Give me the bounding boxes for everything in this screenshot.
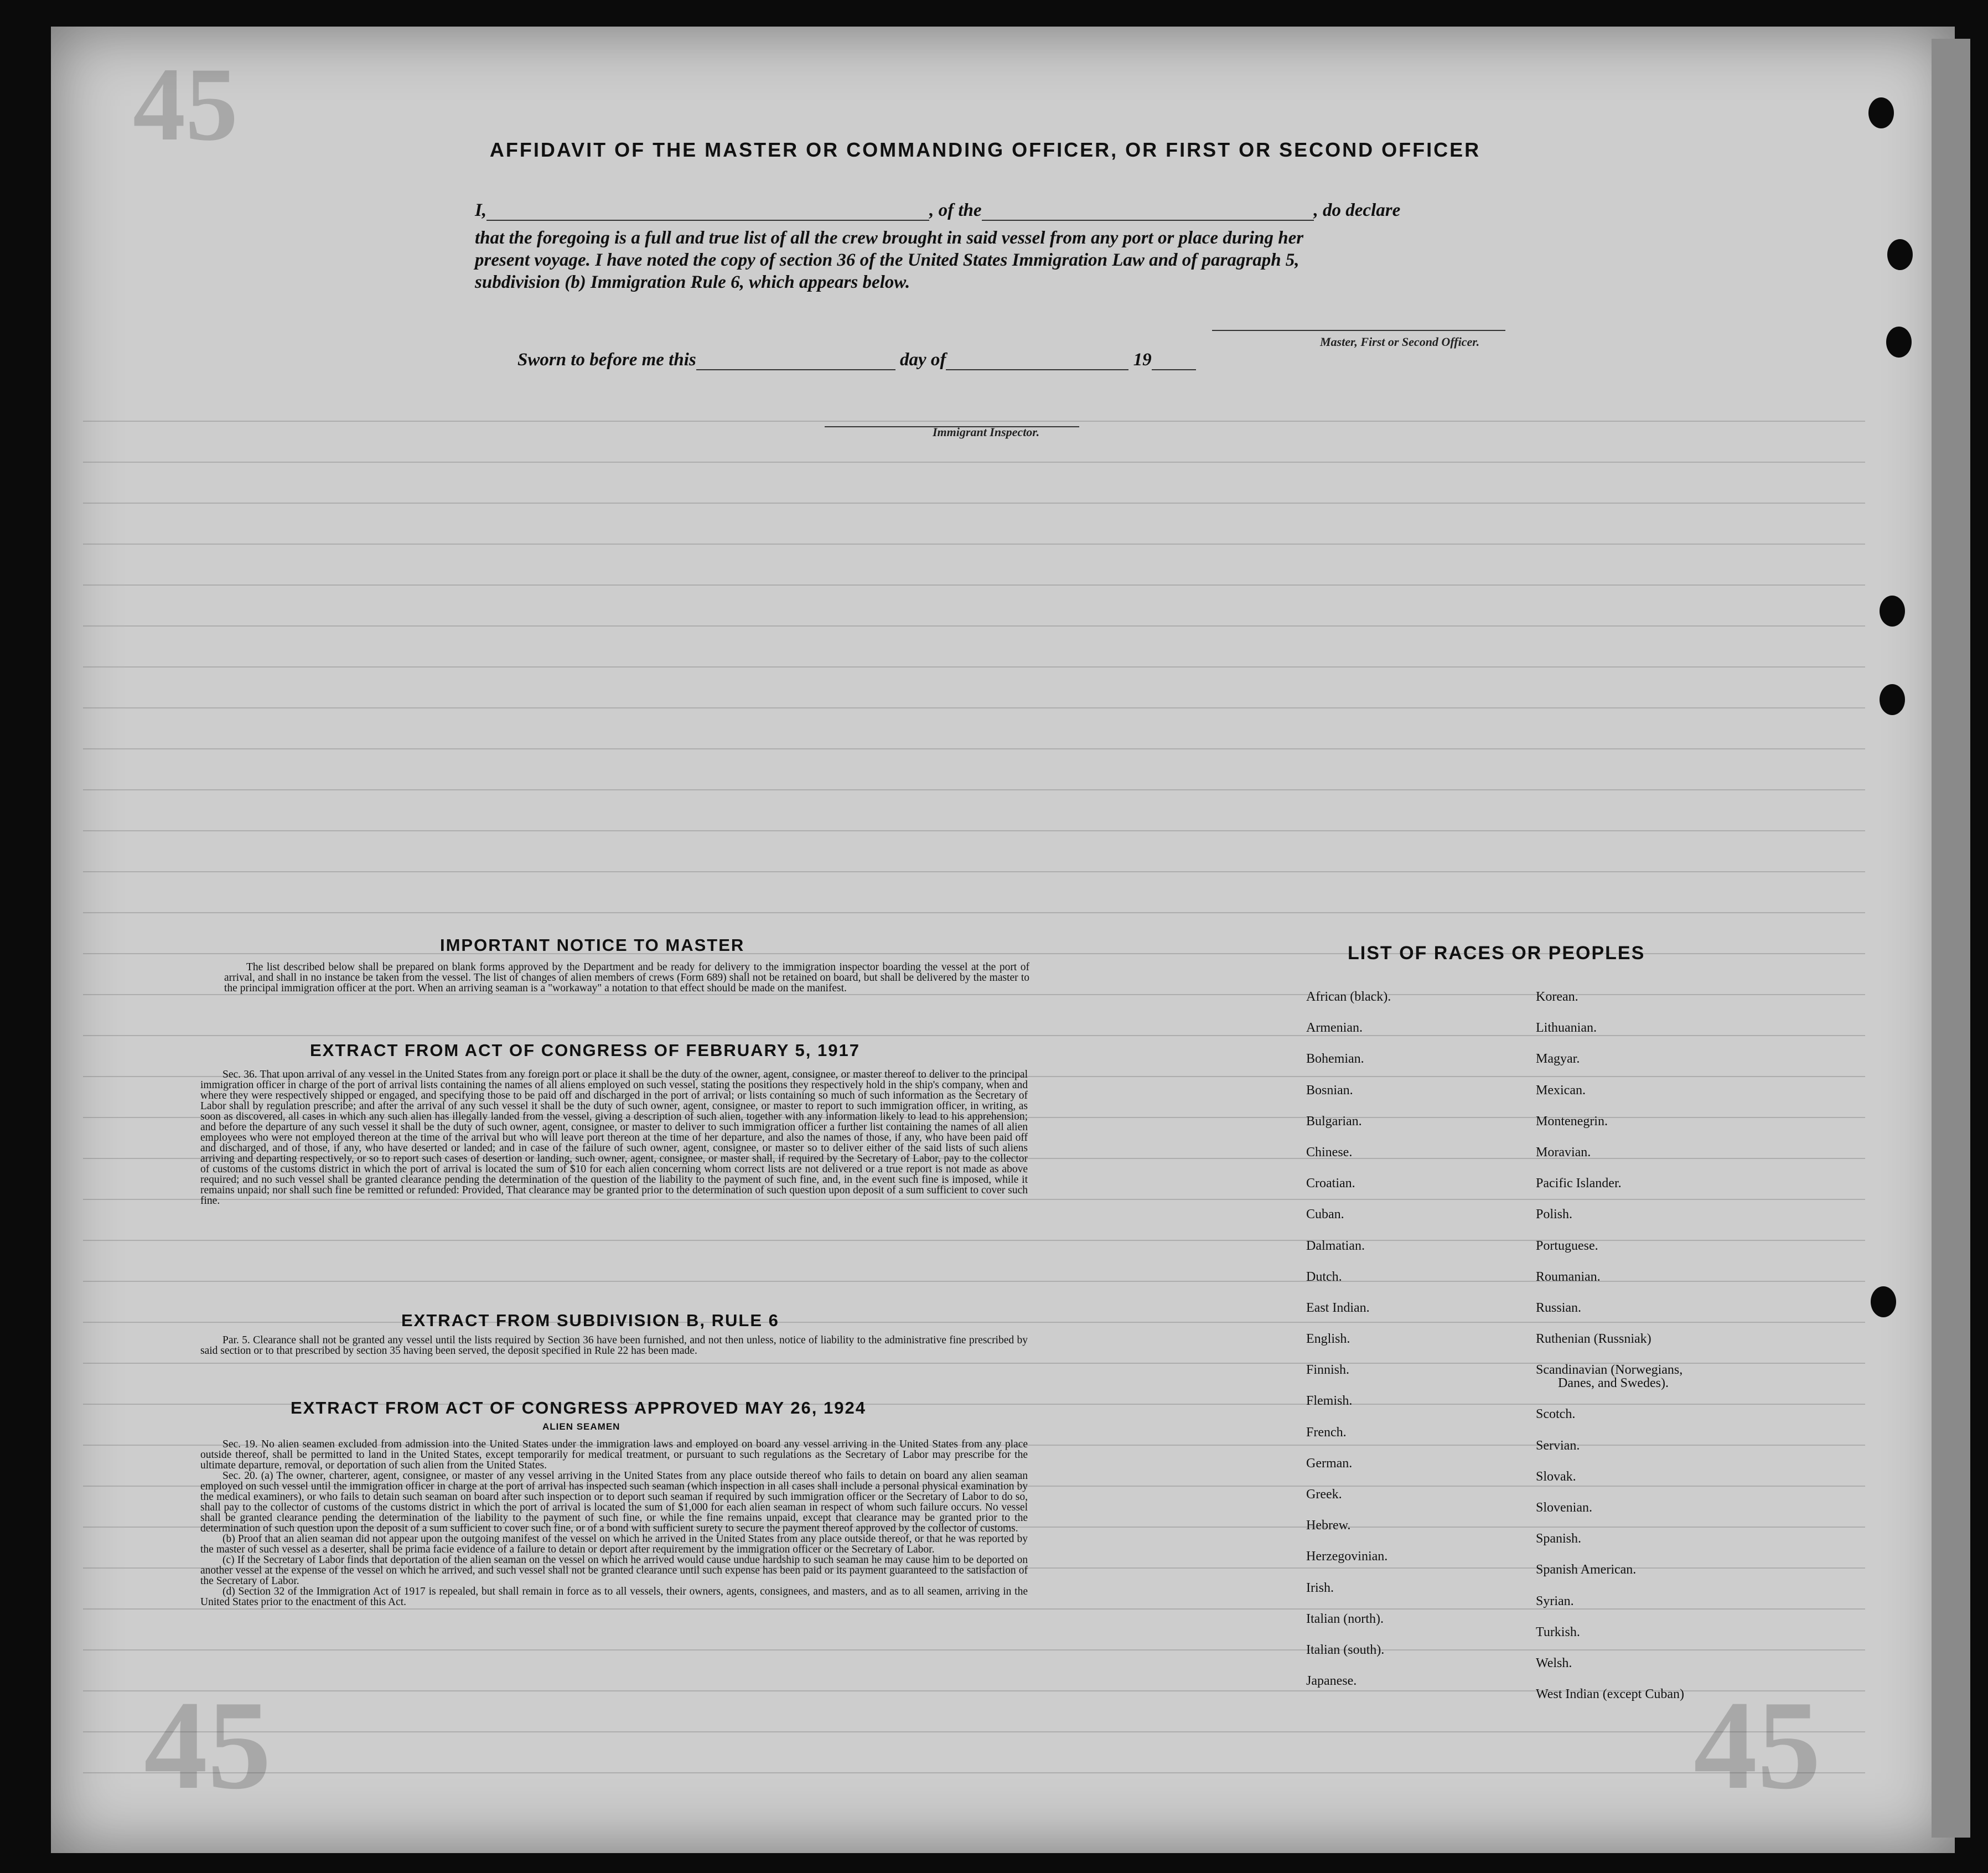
race-item: Spanish American. xyxy=(1536,1562,1637,1577)
race-item: Danes, and Swedes). xyxy=(1558,1376,1669,1391)
bleed-through-grid-line xyxy=(83,789,1865,790)
bleed-through-grid-line xyxy=(83,748,1865,749)
bleed-through-grid-line xyxy=(83,421,1865,422)
punch-hole xyxy=(1887,239,1913,270)
bleed-through-grid-line xyxy=(83,462,1865,463)
page-edge xyxy=(1932,39,1970,1838)
race-item: Pacific Islander. xyxy=(1536,1176,1622,1191)
affidavit-declare: , do declare xyxy=(1313,200,1401,220)
bleed-through-grid-line xyxy=(83,503,1865,504)
race-item: Bohemian. xyxy=(1306,1052,1364,1067)
bleed-through-grid-line xyxy=(83,1772,1865,1773)
extract-1917-text: Sec. 36. That upon arrival of any vessel in the United States from any foreign port or place it shall be the duty of the owner, agent, consignee, or master thereof to deliver to the principal immigration officer in charge of the port of arrival lists containing the names of all aliens employed on such vessel, stating the positions they respectively hold in the ship's company, when and where they were respectively shipped or engaged, and specifying those to be paid off and discharged in the port of arrival; or lists containing so much of such information as the Secretary of Labor shall by regulation prescribe; and after the arrival of any such vessel it shall be the duty of such owner, agent, consignee, or master to report to such immigration officer, in writing, as soon as discovered, all cases in which any such alien has illegally landed from the vessel, giving a description of such alien, together with any information likely to lead to his apprehension; and before the departure of any such vessel it shall be the duty of such owner, agent, consignee, or master to deliver to such immigration officer a further list containing the names of all alien employees who were not employed thereon at the time of the arrival but who will leave port thereon at the time of her departure, and also the names of those, if any, who have been paid off and discharged, and of those, if any, who have deserted or landed; and in case of the failure of such owner, agent, consignee, or master so to deliver either of the said lists of such aliens arriving and departing respectively, or so to report such cases of desertion or landing, such owner, agent, consignee, or master shall, if required by the Secretary of Labor, pay to the collector of customs of the customs district in which the port of arrival is located the sum of $10 for each alien concerning whom correct lists are not delivered or a true report is not made as above required; and no such vessel shall be granted clearance pending the determination of the question of the liability to the payment of such fine, and, in the event such fine is imposed, while it remains unpaid; nor shall such fine be remitted or refunded: Provided, That clearance may be granted prior to the determination of such question upon deposit of a sum sufficient to cover such fine. xyxy=(200,1069,1028,1207)
race-item: Montenegrin. xyxy=(1536,1114,1608,1129)
race-item: Japanese. xyxy=(1306,1674,1357,1689)
extract-1917-title: EXTRACT FROM ACT OF CONGRESS OF FEBRUARY 5, 1917 xyxy=(310,1041,860,1060)
race-item: Scandinavian (Norwegians, xyxy=(1536,1363,1683,1378)
race-item: Moravian. xyxy=(1536,1145,1591,1160)
bleed-through-grid-line xyxy=(83,912,1865,913)
race-item: Slovenian. xyxy=(1536,1501,1592,1515)
extract-1924-paragraph: Sec. 19. No alien seamen excluded from admission into the United States under the immigration laws and employed on board any vessel arriving in the United States from any place outside thereof, shall be permitted to land in the United States, except temporarily for medical treatment, or pursuant to such regulations as the Secretary of Labor may prescribe for the ultimate departure, removal, or deportation of such alien from the United States. xyxy=(200,1439,1028,1471)
bleed-through-mark: 45 xyxy=(133,46,238,163)
race-item: Armenian. xyxy=(1306,1021,1363,1036)
extract-1924-paragraph: (c) If the Secretary of Labor finds that deportation of the alien seaman on the vessel on which he arrived would cause undue hardship to such seaman he may cause him to be deported on another vessel at the expense of the vessel on which he arrived, and such vessel shall not be granted clearance until such expense has been paid or its payment guaranteed to the satisfaction of the Secretary of Labor. xyxy=(200,1554,1028,1587)
race-item: Mexican. xyxy=(1536,1083,1586,1098)
races-title: LIST OF RACES OR PEOPLES xyxy=(1348,943,1645,964)
races-right-column xyxy=(1536,990,1684,1718)
bleed-through-grid-line xyxy=(83,666,1865,668)
races-left-column xyxy=(1306,990,1391,1705)
race-item: Polish. xyxy=(1536,1207,1573,1222)
race-item: Bulgarian. xyxy=(1306,1114,1362,1129)
race-item: Servian. xyxy=(1536,1438,1580,1453)
race-item: Portuguese. xyxy=(1536,1238,1598,1253)
race-item: Roumanian. xyxy=(1536,1269,1601,1284)
affidavit-line-3: present voyage. I have noted the copy of section 36 of the United States Immigration Law and of paragraph 5, xyxy=(475,250,1300,270)
race-item: Ruthenian (Russniak) xyxy=(1536,1332,1652,1347)
bleed-through-mark: 45 xyxy=(144,1674,271,1815)
subdivision-title: EXTRACT FROM SUBDIVISION B, RULE 6 xyxy=(401,1311,779,1330)
race-item: Hebrew. xyxy=(1306,1518,1351,1533)
bleed-through-grid-line xyxy=(83,1731,1865,1732)
race-item: Dalmatian. xyxy=(1306,1238,1365,1253)
race-item: Turkish. xyxy=(1536,1624,1580,1639)
notice-title: IMPORTANT NOTICE TO MASTER xyxy=(440,935,745,955)
notice-text: The list described below shall be prepared on blank forms approved by the Department and be ready for delivery to the immigration inspector boarding the vessel at the port of arrival, and shall in no instance be taken from the vessel. The list of changes of alien members of crews (Form 689) shall not be retained on board, but shall be delivered by the master to the principal immigration officer at the port. When an arriving seaman is a "workaway" a notation to that effect should be made on the manifest. xyxy=(224,961,1029,994)
race-item: Irish. xyxy=(1306,1580,1334,1595)
punch-hole xyxy=(1880,596,1905,627)
race-item: Flemish. xyxy=(1306,1394,1353,1409)
affidavit-title: AFFIDAVIT OF THE MASTER OR COMMANDING OFFICER, OR FIRST OR SECOND OFFICER xyxy=(489,138,1481,161)
bleed-through-grid-line xyxy=(83,707,1865,708)
race-item: Italian (south). xyxy=(1306,1642,1385,1657)
bleed-through-grid-line xyxy=(83,871,1865,872)
race-item: German. xyxy=(1306,1456,1353,1471)
race-item: English. xyxy=(1306,1332,1350,1347)
race-item: Korean. xyxy=(1536,990,1578,1004)
punch-hole xyxy=(1880,684,1905,715)
race-item: East Indian. xyxy=(1306,1300,1370,1315)
master-caption: Master, First or Second Officer. xyxy=(1320,335,1480,349)
affidavit-line-2: that the foregoing is a full and true list of all the crew brought in said vessel from any port or place during her xyxy=(475,228,1304,248)
race-item: Slovak. xyxy=(1536,1469,1576,1484)
race-item: African (black). xyxy=(1306,990,1391,1004)
extract-1924-paragraph: Sec. 20. (a) The owner, charterer, agent, consignee, or master of any vessel arriving in the United States from any place outside thereof who fails to detain on board any alien seaman employed on such vessel until the immigration officer in charge at the port of arrival has inspected such seaman (which inspection in all cases shall include a personal physical examination by the medical examiners), or who fails to detain such seaman on board after such inspection or to deport such seaman if required by such immigration officer or the Secretary of Labor to do so, shall pay to the collector of customs of the customs district in which the port of arrival is located the sum of $1,000 for each alien seaman in respect of whom such failure occurs. No vessel shall be granted clearance pending the determination of the liability to the payment of such fine, or while the fine remains unpaid, except that clearance may be granted prior to the determination of such question upon the deposit of a sum sufficient to cover such fine, or of a bond with sufficient surety to secure the payment thereof approved by the collector of customs. xyxy=(200,1470,1028,1534)
race-item: Greek. xyxy=(1306,1487,1342,1502)
sworn-text: Sworn to before me this xyxy=(517,350,696,370)
punch-hole xyxy=(1871,1286,1896,1317)
affidavit-of-the: , of the xyxy=(929,200,982,220)
sworn-line xyxy=(517,350,1196,370)
race-item: Finnish. xyxy=(1306,1363,1350,1378)
race-item: Cuban. xyxy=(1306,1207,1344,1222)
affidavit-line-1 xyxy=(475,200,1400,221)
bleed-through-grid-line xyxy=(83,830,1865,831)
affidavit-line-4: subdivision (b) Immigration Rule 6, which appears below. xyxy=(475,272,910,292)
extract-1924-title: EXTRACT FROM ACT OF CONGRESS APPROVED MAY 26, 1924 xyxy=(291,1398,866,1417)
master-signature-line xyxy=(1212,330,1505,331)
day-of-text: day of xyxy=(899,350,946,370)
inspector-caption: Immigrant Inspector. xyxy=(933,425,1040,439)
race-item: Spanish. xyxy=(1536,1531,1582,1546)
punch-hole xyxy=(1886,327,1912,358)
extract-1924-subtitle: ALIEN SEAMEN xyxy=(542,1421,620,1432)
extract-1924-text xyxy=(200,1439,1028,1607)
punch-hole xyxy=(1868,97,1894,128)
race-item: Italian (north). xyxy=(1306,1611,1384,1626)
race-item: Chinese. xyxy=(1306,1145,1353,1160)
race-item: Syrian. xyxy=(1536,1593,1574,1608)
bleed-through-grid-line xyxy=(83,625,1865,627)
race-item: Lithuanian. xyxy=(1536,1021,1597,1036)
race-item: French. xyxy=(1306,1425,1347,1440)
affidavit-i: I, xyxy=(475,200,487,220)
extract-1924-paragraph: (d) Section 32 of the Immigration Act of 1917 is repealed, but shall remain in force as to all vessels, their owners, agents, consignees, and masters, and as to all seamen, arriving in the United States prior to the enactment of this Act. xyxy=(200,1586,1028,1608)
race-item: Bosnian. xyxy=(1306,1083,1353,1098)
race-item: Scotch. xyxy=(1536,1407,1576,1422)
bleed-through-mark: 45 xyxy=(1694,1674,1821,1815)
bleed-through-grid-line xyxy=(83,544,1865,545)
race-item: West Indian (except Cuban) xyxy=(1536,1687,1684,1702)
year-prefix: 19 xyxy=(1133,350,1152,370)
race-item: Welsh. xyxy=(1536,1655,1572,1670)
race-item: Russian. xyxy=(1536,1300,1582,1315)
race-item: Croatian. xyxy=(1306,1176,1355,1191)
race-item: Herzegovinian. xyxy=(1306,1549,1388,1564)
bleed-through-grid-line xyxy=(83,584,1865,586)
race-item: Magyar. xyxy=(1536,1052,1580,1067)
extract-1924-paragraph: (b) Proof that an alien seaman did not appear upon the outgoing manifest of the vessel on which he arrived in the United States from any place outside thereof, or that he was reported by the master of such vessel as a deserter, shall be prima facie evidence of a failure to detain or deport after requirement by the immigration officer or the Secretary of Labor. xyxy=(200,1533,1028,1555)
subdivision-text: Par. 5. Clearance shall not be granted any vessel until the lists required by Section 36 have been furnished, and not then unless, notice of liability to the administrative fine prescribed by said section or to that prescribed by section 35 having been served, the deposit specified in Rule 22 has been made. xyxy=(200,1334,1028,1357)
race-item: Dutch. xyxy=(1306,1269,1342,1284)
